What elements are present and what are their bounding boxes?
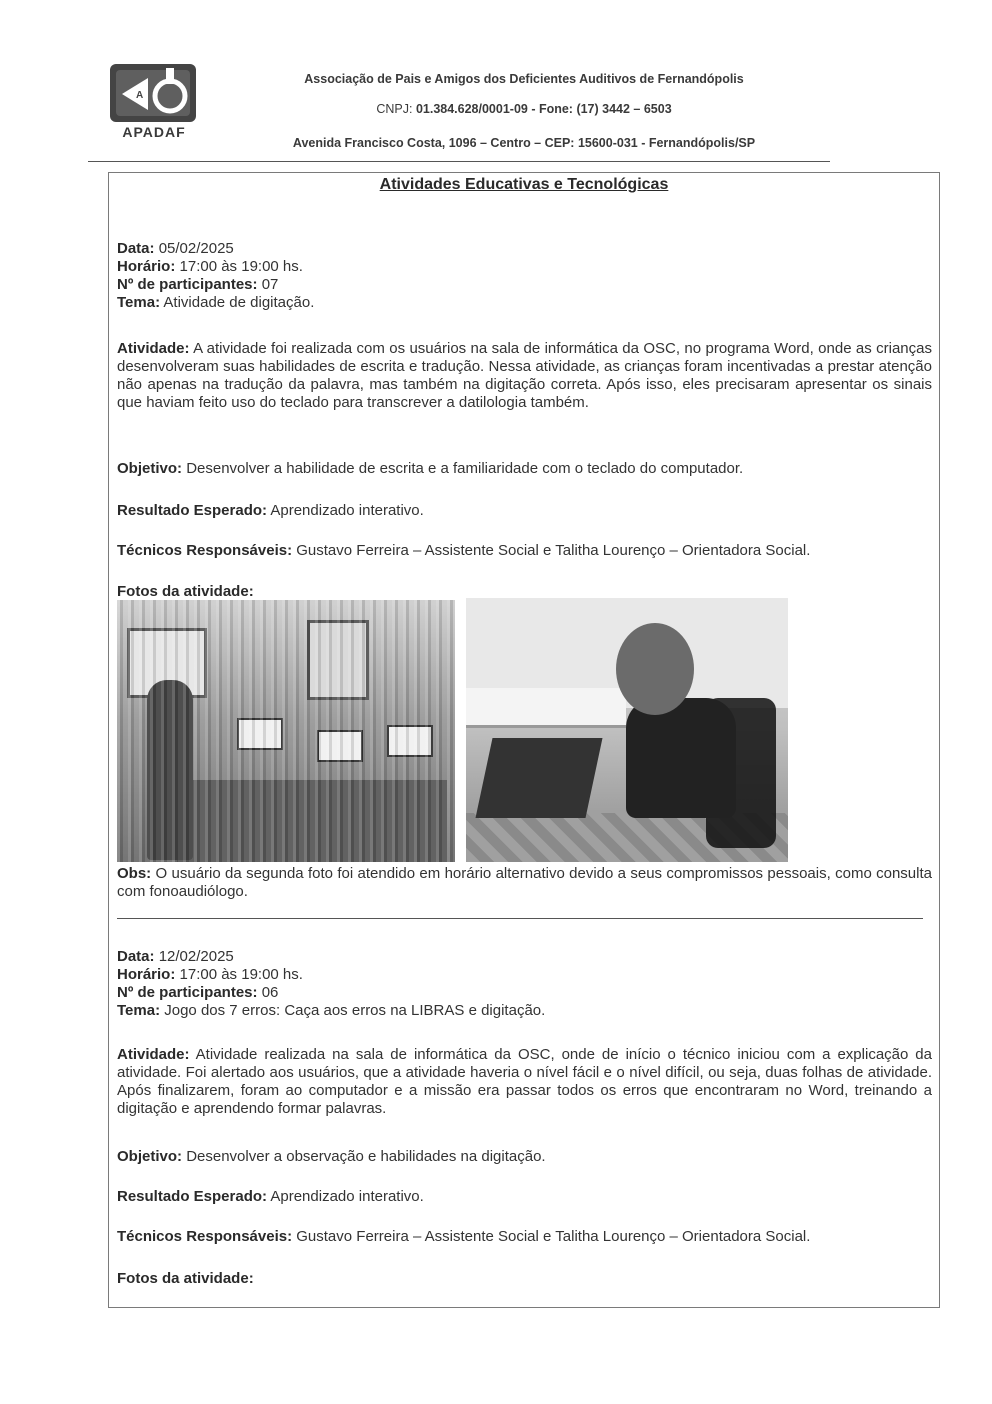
activity-photo-classroom — [117, 600, 455, 862]
entry-2-objective: Objetivo: Desenvolver a observação e habilidades na digitação. — [117, 1148, 546, 1165]
entry-1-technicians: Técnicos Responsáveis: Gustavo Ferreira – Assistente Social e Talitha Lourenço – Orientadora Social. — [117, 542, 811, 559]
entry-2-date: Data: 12/02/2025 — [117, 948, 234, 965]
address: Avenida Francisco Costa, 1096 – Centro – CEP: 15600-031 - Fernandópolis/SP — [292, 136, 756, 150]
logo-text: APADAF — [122, 124, 186, 140]
letterhead — [108, 62, 830, 166]
entry-2-time: Horário: 17:00 às 19:00 hs. — [117, 966, 303, 983]
entry-1-activity: Atividade: A atividade foi realizada com os usuários na sala de informática da OSC, no programa Word, onde as crianças desenvolveram suas habilidades de escrita e tradução. Nessa atividade, as crianças foram incentivadas a prestar atenção não apenas na tradução da palavra, mas também na digitação correta. Após isso, eles precisaram apresentar os sinais que haviam feito uso do teclado para transcrever a datilologia também. — [117, 340, 932, 411]
header-divider — [88, 161, 830, 162]
entry-2-photos-label: Fotos da atividade: — [117, 1270, 254, 1287]
entry-1-obs: Obs: O usuário da segunda foto foi atendido em horário alternativo devido a seus compromissos pessoais, como consulta com fonoaudiólogo. — [117, 865, 932, 900]
svg-text:A: A — [136, 90, 144, 101]
document-title: Atividades Educativas e Tecnológicas — [379, 176, 669, 193]
entry-1-photos-label: Fotos da atividade: — [117, 583, 254, 600]
cnpj-phone — [218, 102, 830, 116]
entry-2-expected-result: Resultado Esperado: Aprendizado interativo. — [117, 1188, 424, 1205]
entry-1-theme: Tema: Atividade de digitação. — [117, 294, 315, 311]
cnpj-label: CNPJ: — [376, 102, 413, 116]
entry-2-participants: Nº de participantes: 06 — [117, 984, 279, 1001]
entry-2-technicians: Técnicos Responsáveis: Gustavo Ferreira – Assistente Social e Talitha Lourenço – Orientadora Social. — [117, 1228, 811, 1245]
entry-1-date: Data: 05/02/2025 — [117, 240, 234, 257]
entry-1-meta — [117, 240, 932, 312]
entry-2-theme: Tema: Jogo dos 7 erros: Caça aos erros na LIBRAS e digitação. — [117, 1002, 546, 1019]
activity-photo-boy-typing — [466, 598, 788, 862]
entry-separator — [117, 918, 923, 919]
organization-name: Associação de Pais e Amigos dos Deficientes Auditivos de Fernandópolis — [304, 72, 744, 86]
entry-2-activity: Atividade: Atividade realizada na sala de informática da OSC, onde de início o técnico iniciou com a explicação da atividade. Foi alertado aos usuários, que a atividade haveria o nível fácil e o nível difícil, ou seja, duas folhas de atividade. Após finalizarem, foram ao computador e a missão era passar todos os erros que encontraram no Word, treinando a digitação e aprendendo formar palavras. — [117, 1046, 932, 1117]
entry-2-meta — [117, 948, 932, 1020]
entry-1-expected-result: Resultado Esperado: Aprendizado interativo. — [117, 502, 424, 519]
cnpj-value: 01.384.628/0001-09 - Fone: (17) 3442 – 6503 — [415, 102, 672, 116]
entry-1-time: Horário: 17:00 às 19:00 hs. — [117, 258, 303, 275]
entry-1-participants: Nº de participantes: 07 — [117, 276, 279, 293]
entry-1-objective: Objetivo: Desenvolver a habilidade de escrita e a familiaridade com o teclado do computador. — [117, 460, 744, 477]
